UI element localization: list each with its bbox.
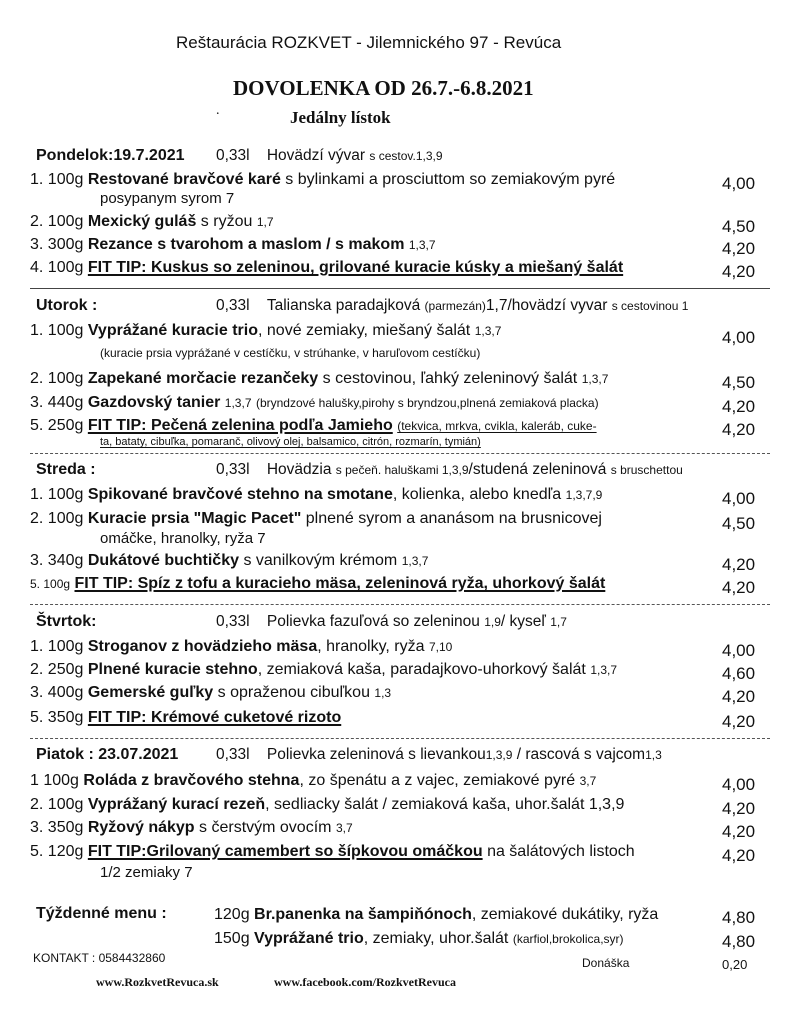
menu-item bbox=[30, 394, 599, 412]
item-name: Gemerské guľky bbox=[87, 684, 214, 701]
item-name: Roláda z bravčového stehna bbox=[83, 772, 300, 789]
weekly-item bbox=[214, 930, 624, 948]
item-name: Restované bravčové karé bbox=[87, 171, 281, 188]
item-allergens: 7,10 bbox=[428, 640, 453, 654]
soup-alt: / rascová s vajcom bbox=[516, 746, 646, 763]
item-desc: s ryžou bbox=[200, 213, 253, 230]
soup-note: (parmezán) bbox=[424, 299, 486, 313]
item-desc-line2: omáčke, hranolky, ryža 7 bbox=[100, 530, 266, 547]
item-allergens: 1,3,7 bbox=[581, 372, 609, 386]
item-name: Ryžový nákyp bbox=[87, 819, 195, 836]
soup-line bbox=[216, 297, 688, 315]
item-price: 4,20 bbox=[722, 420, 756, 439]
item-allergens: 1,3,7,9 bbox=[565, 488, 603, 502]
item-price: 4,20 bbox=[722, 687, 756, 706]
item-number: 1. 100g bbox=[30, 638, 84, 655]
menu-item bbox=[30, 322, 501, 340]
item-allergens: 3,7 bbox=[579, 774, 597, 788]
section-divider bbox=[30, 738, 770, 739]
vacation-notice: DOVOLENKA OD 26.7.-6.8.2021 bbox=[233, 76, 534, 100]
weekly-weight: 150g bbox=[214, 930, 250, 947]
item-name: FIT TIP: Kuskus so zeleninou, grilované kuracie kúsky a miešaný šalát bbox=[87, 259, 624, 276]
item-number: 5. 120g bbox=[30, 843, 84, 860]
menu-item bbox=[30, 213, 274, 231]
soup-alt-note: s bruschettou bbox=[610, 463, 683, 477]
dot-mark: . bbox=[216, 103, 220, 118]
menu-item bbox=[30, 638, 452, 656]
item-price: 4,50 bbox=[722, 373, 756, 392]
item-allergens: 1,3,7 bbox=[408, 238, 436, 252]
item-name: FIT TIP: Spíz z tofu a kuracieho mäsa, zeleninová ryža, uhorkový šalát bbox=[74, 575, 606, 592]
delivery-price: 0,20 bbox=[722, 957, 748, 972]
menu-item bbox=[30, 796, 624, 814]
item-number: 5. 100g bbox=[30, 577, 71, 591]
soup-name: Polievka zeleninová s lievankou bbox=[266, 746, 486, 763]
item-allergens: 1,3,7 bbox=[224, 396, 252, 410]
item-price: 4,20 bbox=[722, 397, 756, 416]
item-price: 4,20 bbox=[722, 262, 756, 281]
item-name: FIT TIP:Grilovaný camembert so šípkovou omáčkou bbox=[87, 843, 483, 860]
item-price: 4,00 bbox=[722, 174, 756, 193]
item-desc: (bryndzové halušky,pirohy s bryndzou,plnená zemiaková placka) bbox=[255, 396, 599, 410]
item-number: 3. 440g bbox=[30, 394, 84, 411]
menu-item bbox=[30, 417, 597, 435]
item-number: 1. 100g bbox=[30, 322, 84, 339]
soup-alt-note: 1,3 bbox=[645, 748, 662, 762]
menu-item bbox=[30, 236, 436, 254]
weekly-price: 4,80 bbox=[722, 908, 756, 927]
soup-name: Hovädzí vývar bbox=[266, 147, 366, 164]
item-desc: , kolienka, alebo knedľa bbox=[392, 486, 562, 503]
soup-note: 1,9 bbox=[484, 615, 501, 629]
item-price: 4,50 bbox=[722, 217, 756, 236]
item-price: 4,20 bbox=[722, 555, 756, 574]
item-number: 2. 100g bbox=[30, 370, 84, 387]
soup-note: s pečeň. haluškami 1,3,9 bbox=[335, 463, 469, 477]
day-name: Utorok : bbox=[36, 297, 98, 314]
weekly-weight: 120g bbox=[214, 906, 250, 923]
item-allergens: 1,3,7 bbox=[590, 663, 618, 677]
item-desc: s vanilkovým krémom bbox=[243, 552, 398, 569]
weekly-label: Týždenné menu : bbox=[36, 905, 167, 922]
item-allergens: 1,3 bbox=[374, 686, 392, 700]
weekly-desc-small: (karfiol,brokolica,syr) bbox=[512, 932, 624, 946]
item-number: 2. 100g bbox=[30, 213, 84, 230]
item-name: Vyprážaný kurací rezeň bbox=[87, 796, 266, 813]
item-desc: s bylinkami a prosciuttom so zemiakovým pyré bbox=[285, 171, 616, 188]
item-number: 3. 400g bbox=[30, 684, 84, 701]
item-desc-line2: 1/2 zemiaky 7 bbox=[100, 864, 193, 881]
weekly-desc: , zemiakové dukátiky, ryža bbox=[471, 906, 659, 923]
item-number: 3. 350g bbox=[30, 819, 84, 836]
item-desc: , sedliacky šalát / zemiaková kaša, uhor.šalát 1,3,9 bbox=[265, 796, 625, 813]
item-price: 4,20 bbox=[722, 822, 756, 841]
item-price: 4,60 bbox=[722, 664, 756, 683]
contact-phone: KONTAKT : 0584432860 bbox=[33, 951, 166, 965]
item-allergens: 1,3,7 bbox=[401, 554, 429, 568]
weekly-name: Vyprážané trio bbox=[254, 930, 364, 947]
soup-name: Talianska paradajková bbox=[266, 297, 421, 314]
item-number: 3. 340g bbox=[30, 552, 84, 569]
menu-item bbox=[30, 575, 605, 593]
item-price: 4,20 bbox=[722, 846, 756, 865]
item-allergens: 1,3,7 bbox=[474, 324, 502, 338]
soup-note: 1,3,9 bbox=[485, 748, 513, 762]
menu-item bbox=[30, 661, 617, 679]
day-name: Streda : bbox=[36, 461, 96, 478]
soup-name: Polievka fazuľová so zeleninou bbox=[266, 613, 480, 630]
item-price: 4,20 bbox=[722, 712, 756, 731]
item-desc: s cestovinou, ľahký zeleninový šalát bbox=[322, 370, 578, 387]
weekly-price: 4,80 bbox=[722, 932, 756, 951]
item-desc: s čerstvým ovocím bbox=[199, 819, 332, 836]
item-name: Plnené kuracie stehno bbox=[87, 661, 258, 678]
section-divider bbox=[30, 453, 770, 454]
menu-item bbox=[30, 772, 596, 790]
item-number: 1. 100g bbox=[30, 486, 84, 503]
item-desc: , nové zemiaky, miešaný šalát bbox=[258, 322, 471, 339]
item-name: Rezance s tvarohom a maslom / s makom bbox=[87, 236, 405, 253]
facebook-link[interactable]: www.facebook.com/RozkvetRevuca bbox=[274, 975, 456, 989]
menu-subtitle: Jedálny lístok bbox=[290, 108, 391, 127]
item-desc-line2: posypanym syrom 7 bbox=[100, 190, 235, 207]
soup-volume: 0,33l bbox=[216, 297, 250, 314]
item-name: FIT TIP: Pečená zelenina podľa Jamieho bbox=[87, 417, 393, 434]
soup-alt-note: 1,7 bbox=[550, 615, 567, 629]
item-desc: na šalátových listoch bbox=[487, 843, 635, 860]
soup-alt: /studená zeleninová bbox=[468, 461, 607, 478]
item-desc: plnené syrom a ananásom na brusnicovej bbox=[305, 510, 602, 527]
item-desc: , zemiaková kaša, paradajkovo-uhorkový šalát bbox=[257, 661, 586, 678]
item-name: Dukátové buchtičky bbox=[87, 552, 239, 569]
delivery-label: Donáška bbox=[582, 956, 630, 970]
item-name: Stroganov z hovädzieho mäsa bbox=[87, 638, 318, 655]
item-price: 4,00 bbox=[722, 641, 756, 660]
day-name: Piatok : 23.07.2021 bbox=[36, 746, 179, 763]
soup-volume: 0,33l bbox=[216, 613, 250, 630]
item-name: Gazdovský tanier bbox=[87, 394, 221, 411]
item-name: FIT TIP: Krémové cuketové rizoto bbox=[87, 709, 342, 726]
item-name: Mexický guláš bbox=[87, 213, 197, 230]
item-desc: , hranolky, ryža bbox=[317, 638, 425, 655]
soup-volume: 0,33l bbox=[216, 461, 250, 478]
item-number: 5. 250g bbox=[30, 417, 84, 434]
menu-item bbox=[30, 171, 615, 189]
menu-item bbox=[30, 709, 341, 727]
item-price: 4,50 bbox=[722, 514, 756, 533]
menu-item bbox=[30, 552, 428, 570]
item-price: 4,20 bbox=[722, 799, 756, 818]
item-number: 1. 100g bbox=[30, 171, 84, 188]
section-divider bbox=[30, 288, 770, 289]
item-allergens: 3,7 bbox=[335, 821, 353, 835]
item-name: Kuracie prsia "Magic Pacet" bbox=[87, 510, 302, 527]
item-desc: s opraženou cibuľkou bbox=[217, 684, 370, 701]
item-name: Zapekané morčacie rezančeky bbox=[87, 370, 319, 387]
item-price: 4,00 bbox=[722, 489, 756, 508]
soup-alt-note: s cestovinou 1 bbox=[611, 299, 689, 313]
soup-volume: 0,33l bbox=[216, 147, 250, 164]
item-price: 4,00 bbox=[722, 328, 756, 347]
item-desc-line2: (kuracie prsia vyprážané v cestíčku, v strúhanke, v haruľovom cestíčku) bbox=[100, 346, 481, 360]
menu-item bbox=[30, 486, 602, 504]
item-number: 4. 100g bbox=[30, 259, 84, 276]
menu-item bbox=[30, 843, 718, 861]
menu-item bbox=[30, 684, 391, 702]
item-name: Vyprážané kuracie trio bbox=[87, 322, 258, 339]
weekly-desc: , zemiaky, uhor.šalát bbox=[363, 930, 509, 947]
item-name: Spikované bravčové stehno na smotane bbox=[87, 486, 393, 503]
restaurant-title: Reštaurácia ROZKVET - Jilemnického 97 - Revúca bbox=[176, 33, 562, 52]
item-price: 4,00 bbox=[722, 775, 756, 794]
weekly-name: Br.panenka na šampiňónoch bbox=[254, 906, 472, 923]
item-number: 3. 300g bbox=[30, 236, 84, 253]
soup-line bbox=[216, 613, 567, 631]
menu-item bbox=[30, 819, 353, 837]
menu-item bbox=[30, 259, 623, 277]
item-allergens: 1,7 bbox=[256, 215, 274, 229]
item-price: 4,20 bbox=[722, 578, 756, 597]
soup-name: Hovädzia bbox=[266, 461, 332, 478]
soup-line bbox=[216, 461, 683, 479]
soup-allergens: s cestov.1,3,9 bbox=[369, 149, 443, 163]
item-number: 2. 250g bbox=[30, 661, 84, 678]
menu-item bbox=[30, 370, 608, 388]
item-number: 5. 350g bbox=[30, 709, 84, 726]
soup-alt: 1,7/hovädzí vyvar bbox=[485, 297, 608, 314]
item-desc: , zo špenátu a z vajec, zemiakové pyré bbox=[299, 772, 576, 789]
weekly-item bbox=[214, 906, 718, 924]
item-number: 1 100g bbox=[30, 772, 79, 789]
item-number: 2. 100g bbox=[30, 796, 84, 813]
soup-line bbox=[216, 746, 662, 764]
day-name: Pondelok:19.7.2021 bbox=[36, 147, 185, 164]
item-price: 4,20 bbox=[722, 239, 756, 258]
item-number: 2. 100g bbox=[30, 510, 84, 527]
item-desc-line2: ta, bataty, cibuľka, pomaranč, olivový olej, balsamico, citrón, rozmarín, tymián) bbox=[100, 436, 481, 448]
menu-item bbox=[30, 510, 602, 528]
soup-volume: 0,33l bbox=[216, 746, 250, 763]
section-divider bbox=[30, 604, 770, 605]
day-name: Štvrtok: bbox=[36, 613, 97, 630]
soup-alt: / kyseľ bbox=[500, 613, 546, 630]
item-desc: (tekvica, mrkva, cvikla, kaleráb, cuke- bbox=[397, 419, 597, 433]
website-link[interactable]: www.RozkvetRevuca.sk bbox=[96, 975, 219, 989]
soup-line bbox=[216, 147, 443, 165]
